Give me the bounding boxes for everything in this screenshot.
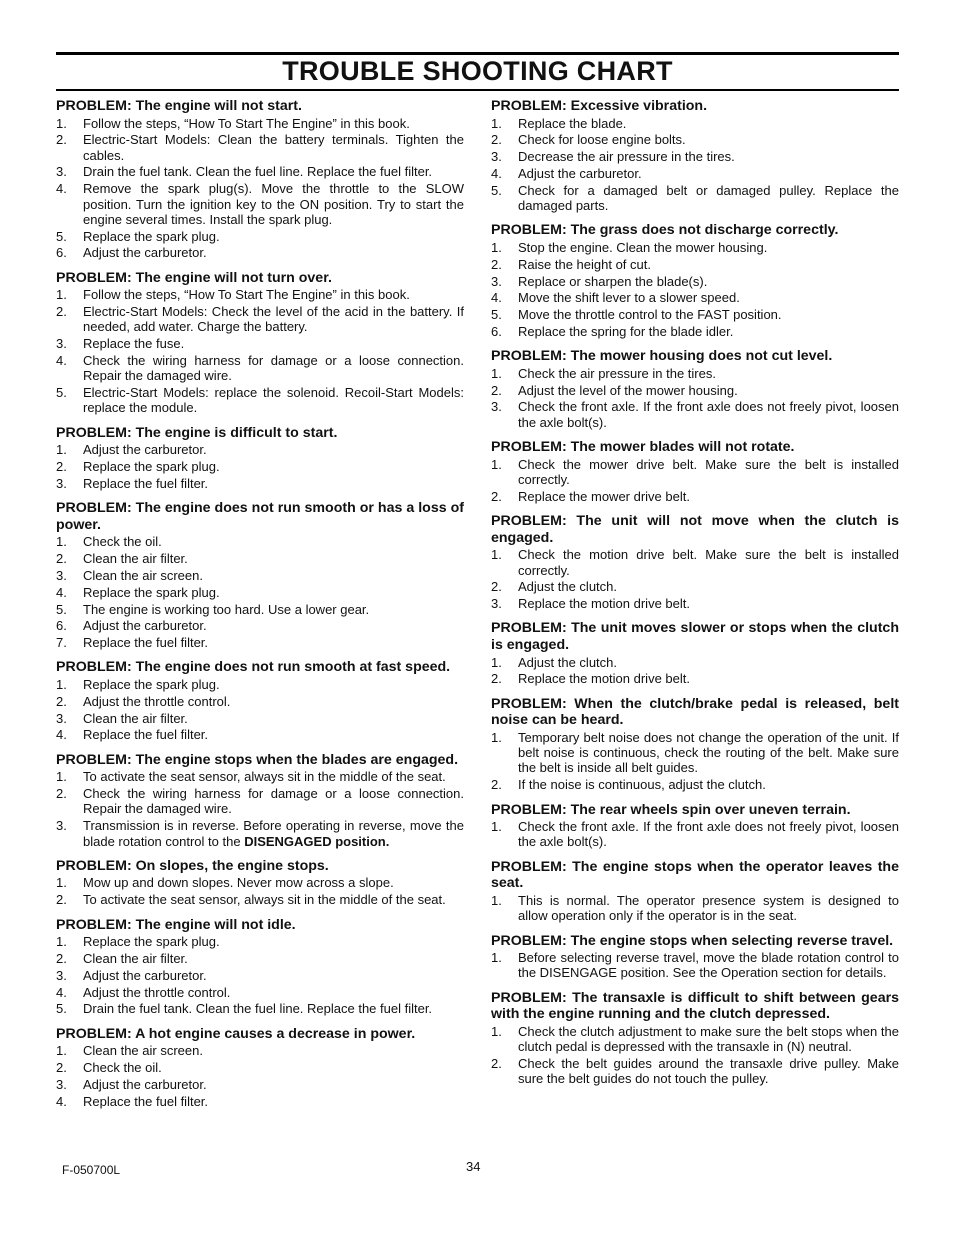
solution-item [491,730,899,776]
solution-item [56,585,464,600]
item-text: Clean the air filter. [83,551,188,567]
item-text: Drain the fuel tank. Clean the fuel line. Replace the fuel filter. [83,164,433,180]
solution-item [491,950,899,981]
item-number: 2. [491,1055,502,1071]
item-text: Decrease the air pressure in the tires. [518,149,735,165]
solution-list [56,534,464,650]
solution-list [491,240,899,339]
item-number: 1. [491,654,502,670]
solution-item [56,1001,464,1016]
item-number: 4. [56,727,67,743]
problem-heading: PROBLEM: The unit moves slower or stops when the clutch is engaged. [491,620,899,653]
problem-section [56,752,464,849]
solution-list [56,1043,464,1109]
problem-section [491,222,899,339]
problem-heading: PROBLEM: The engine does not run smooth at fast speed. [56,659,451,676]
item-text: Replace the motion drive belt. [518,596,690,612]
item-number: 5. [56,228,67,244]
item-text: Adjust the throttle control. [83,984,231,1000]
item-number: 3. [56,710,67,726]
solution-item [56,985,464,1000]
item-text: Raise the height of cut. [518,256,651,272]
solution-item [491,383,899,398]
item-number: 1. [491,115,502,131]
item-number: 1. [56,1043,67,1059]
problem-heading: PROBLEM: The rear wheels spin over uneven terrain. [491,801,851,818]
item-text: Adjust the carburetor. [83,1076,207,1092]
item-text: Clean the air screen. [83,1043,203,1059]
problem-heading: PROBLEM: The engine stops when the operator leaves the seat. [491,858,899,892]
solution-item [56,229,464,244]
item-text: This is normal. The operator presence system is designed to allow operation only if the operator is in the seat. [518,892,899,924]
solution-item [491,596,899,611]
problem-heading: PROBLEM: When the clutch/brake pedal is released, belt noise can be heard. [491,695,899,729]
problem-section [491,620,899,686]
page-number: 34 [466,1159,481,1174]
problem-heading: PROBLEM: The engine will not turn over. [56,269,332,286]
solution-item [56,618,464,633]
solution-list [56,116,464,261]
item-text: Adjust the carburetor. [83,442,207,458]
item-number: 1. [56,934,67,950]
item-number: 1. [491,239,502,255]
solution-item [56,677,464,692]
solution-list [56,442,464,491]
solution-item [491,240,899,255]
item-text: The engine is working too hard. Use a lower gear. [83,601,370,617]
solution-item [56,786,464,817]
solution-item [56,694,464,709]
item-text: Adjust the level of the mower housing. [518,382,738,398]
bold-tail: DISENGAGED position. [244,833,390,849]
solution-item [56,951,464,966]
item-number: 3. [491,149,502,165]
solution-list [491,819,899,850]
solution-item [56,875,464,890]
item-text: If the noise is continuous, adjust the clutch. [518,777,766,793]
item-text: Move the throttle control to the FAST position. [518,307,782,323]
problem-heading: PROBLEM: The engine does not run smooth or has a loss of power. [56,500,464,533]
item-number: 2. [56,693,67,709]
solution-item [491,274,899,289]
item-text: Replace the fuel filter. [83,635,209,651]
item-text: Check the air pressure in the tires. [518,365,716,381]
problem-section [56,1026,464,1109]
solution-item [56,1077,464,1092]
problem-section [491,513,899,611]
item-text: Before selecting reverse travel, move the blade rotation control to the DISENGAGE position. See the Operation section for details. [518,950,899,981]
item-text: Move the shift lever to a slower speed. [518,290,740,306]
problem-heading: PROBLEM: The engine stops when the blades are engaged. [56,751,459,768]
solution-item [491,166,899,181]
item-text: Electric-Start Models: Check the level of the acid in the battery. If needed, add water. Charge the battery. [83,304,464,335]
solution-item [56,245,464,260]
solution-item [491,183,899,214]
item-text: Replace the fuel filter. [83,475,209,491]
item-text: Check the clutch adjustment to make sure the belt stops when the clutch pedal is depressed with the transaxle in (N) neutral. [518,1023,899,1055]
item-number: 1. [491,456,502,472]
item-text: Electric-Start Models: Clean the battery terminals. Tighten the cables. [83,132,464,163]
item-number: 2. [56,786,67,802]
problem-section [491,990,899,1087]
item-text: Drain the fuel tank. Clean the fuel line. Replace the fuel filter. [83,1001,433,1017]
item-number: 2. [56,459,67,475]
item-text: Mow up and down slopes. Never mow across a slope. [83,875,394,891]
item-number: 3. [56,967,67,983]
solution-item [56,934,464,949]
item-number: 3. [491,596,502,612]
item-text: Check the front axle. If the front axle does not freely pivot, loosen the axle bolt(s). [518,399,899,430]
item-number: 2. [56,950,67,966]
item-number: 1. [56,534,67,550]
right-column [491,98,899,1096]
title-rule-bottom [56,89,899,91]
solution-item [491,116,899,131]
solution-list [491,730,899,793]
solution-item [491,777,899,792]
item-text: Replace the spark plug. [83,228,220,244]
item-number: 1. [56,115,67,131]
solution-item [491,893,899,924]
solution-item [491,1024,899,1055]
item-text: Check the wiring harness for damage or a loose connection. Repair the damaged wire. [83,786,464,817]
item-text: To activate the seat sensor, always sit in the middle of the seat. [83,769,446,785]
solution-item [56,1060,464,1075]
item-number: 2. [56,1060,67,1075]
item-number: 5. [56,385,67,401]
item-text: Check the oil. [83,534,162,550]
problem-heading: PROBLEM: The mower blades will not rotate. [491,439,795,456]
item-number: 1. [56,875,67,891]
solution-list [491,457,899,504]
solution-item [491,655,899,670]
item-number: 3. [56,568,67,583]
item-number: 3. [56,475,67,491]
solution-item [56,818,464,849]
solution-item [491,671,899,686]
item-text: Replace the fuse. [83,336,185,352]
item-text: Electric-Start Models: replace the solenoid. Recoil-Start Models: replace the module. [83,385,464,416]
item-number: 1. [491,547,502,563]
item-number: 5. [491,307,502,323]
item-text: Adjust the clutch. [518,579,617,595]
solution-list [56,934,464,1016]
item-text: Check the belt guides around the transaxle drive pulley. Make sure the belt guides do not touch the pulley. [518,1055,899,1087]
item-number: 3. [491,399,502,415]
solution-item [491,457,899,488]
problem-section [56,659,464,742]
solution-item [56,968,464,983]
problem-section [56,425,464,491]
solution-item [491,1056,899,1087]
item-number: 1. [491,892,502,908]
item-text: Check the oil. [83,1060,162,1075]
item-number: 3. [56,1076,67,1092]
item-text: Check for loose engine bolts. [518,132,686,148]
solution-list [491,116,899,214]
solution-item [491,132,899,147]
solution-item [491,149,899,164]
item-number: 2. [491,488,502,504]
item-number: 7. [56,635,67,651]
item-text: Transmission is in reverse. Before operating in reverse, move the blade rotation control to the DISENGAGED position. [83,818,464,849]
problem-heading: PROBLEM: The unit will not move when the clutch is engaged. [491,513,899,546]
problem-section [56,917,464,1017]
item-number: 1. [491,1023,502,1039]
problem-section [491,696,899,793]
solution-item [491,819,899,850]
item-number: 5. [56,1001,67,1017]
solution-item [56,568,464,583]
problem-heading: PROBLEM: The grass does not discharge correctly. [491,222,839,239]
problem-heading: PROBLEM: Excessive vibration. [491,98,708,114]
item-text: Replace the mower drive belt. [518,488,690,504]
solution-item [56,602,464,617]
item-number: 1. [491,365,502,381]
solution-list [491,950,899,981]
item-text: Check for a damaged belt or damaged pulley. Replace the damaged parts. [518,182,899,214]
solution-list [491,366,899,430]
item-text: Adjust the carburetor. [83,245,207,261]
solution-item [56,442,464,457]
solution-item [491,399,899,430]
item-number: 6. [56,618,67,634]
item-text: Clean the air filter. [83,950,188,966]
problem-section [491,439,899,504]
solution-item [56,353,464,384]
item-number: 2. [56,304,67,320]
item-number: 2. [491,671,502,687]
item-text: Replace the blade. [518,115,627,131]
item-text: Adjust the carburetor. [518,165,642,181]
solution-item [56,551,464,566]
solution-item [56,287,464,302]
item-text: Replace the fuel filter. [83,727,209,743]
item-text: Adjust the clutch. [518,654,617,670]
item-number: 1. [56,677,67,693]
solution-list [56,769,464,848]
solution-list [491,547,899,611]
item-number: 3. [491,273,502,289]
item-number: 1. [56,442,67,458]
problem-section [491,348,899,430]
solution-item [491,366,899,381]
item-number: 4. [56,984,67,1000]
item-text: Replace the spark plug. [83,459,220,475]
solution-item [56,181,464,227]
item-text: Follow the steps, “How To Start The Engine” in this book. [83,115,410,131]
item-text: Adjust the carburetor. [83,618,207,634]
solution-item [56,459,464,474]
item-number: 1. [491,729,502,745]
solution-item [56,476,464,491]
solution-item [491,290,899,305]
solution-item [56,132,464,163]
item-number: 2. [491,777,502,793]
problem-section [56,858,464,908]
solution-item [491,489,899,504]
item-number: 6. [56,245,67,261]
solution-item [56,336,464,351]
item-text: Clean the air screen. [83,568,203,583]
problem-heading: PROBLEM: A hot engine causes a decrease in power. [56,1025,416,1042]
problem-section [56,270,464,416]
item-text: Replace the fuel filter. [83,1093,209,1109]
item-number: 4. [56,1093,67,1109]
item-number: 2. [56,551,67,567]
problem-section [491,859,899,924]
problem-section [56,500,464,650]
problem-heading: PROBLEM: On slopes, the engine stops. [56,857,329,874]
solution-item [56,385,464,416]
item-number: 1. [56,769,67,785]
item-text: Check the mower drive belt. Make sure the belt is installed correctly. [518,456,899,487]
problem-heading: PROBLEM: The engine will not idle. [56,916,296,933]
item-text: To activate the seat sensor, always sit in the middle of the seat. [83,892,446,908]
problem-section [491,98,899,213]
problem-heading: PROBLEM: The engine will not start. [56,98,302,114]
solution-item [56,635,464,650]
solution-item [56,116,464,131]
problem-section [491,933,899,981]
problem-heading: PROBLEM: The transaxle is difficult to shift between gears with the engine running and the clutch depressed. [491,989,899,1023]
item-number: 5. [491,182,502,198]
item-text: Follow the steps, “How To Start The Engine” in this book. [83,287,410,303]
solution-item [491,307,899,322]
item-number: 2. [491,382,502,398]
solution-item [491,547,899,578]
solution-item [56,711,464,726]
item-number: 3. [56,336,67,352]
solution-item [491,579,899,594]
item-number: 2. [491,579,502,595]
item-text: Clean the air filter. [83,710,188,726]
item-number: 2. [491,256,502,272]
solution-list [491,1024,899,1087]
problem-section [56,98,464,261]
solution-list [491,893,899,924]
item-text: Adjust the carburetor. [83,967,207,983]
solution-item [56,892,464,907]
item-text: Replace the motion drive belt. [518,671,690,687]
item-text: Replace the spark plug. [83,584,220,600]
footer-code: F-050700L [62,1163,121,1177]
item-text: Check the motion drive belt. Make sure the belt is installed correctly. [518,547,899,578]
solution-item [491,257,899,272]
item-number: 1. [491,819,502,835]
item-number: 2. [56,132,67,148]
item-text: Check the front axle. If the front axle does not freely pivot, loosen the axle bolt(s). [518,819,899,850]
problem-heading: PROBLEM: The engine stops when selecting reverse travel. [491,932,894,949]
item-text: Stop the engine. Clean the mower housing. [518,239,768,255]
solution-item [56,769,464,784]
solution-list [56,287,464,415]
item-number: 3. [56,818,67,834]
page-title: TROUBLE SHOOTING CHART [282,56,673,86]
item-number: 1. [491,950,502,966]
item-number: 4. [491,290,502,306]
solution-list [56,875,464,907]
item-text: Replace or sharpen the blade(s). [518,273,708,289]
item-text: Replace the spark plug. [83,934,220,950]
item-text: Remove the spark plug(s). Move the throttle to the SLOW position. Turn the ignition key to the ON position. Try to start the engine several times. Install the spark plug. [83,181,464,227]
item-number: 1. [56,287,67,303]
solution-list [56,677,464,743]
item-number: 2. [491,132,502,148]
problem-section [491,802,899,850]
item-number: 3. [56,164,67,180]
item-text: Check the wiring harness for damage or a loose connection. Repair the damaged wire. [83,353,464,384]
item-number: 2. [56,892,67,908]
solution-item [491,324,899,339]
left-column [56,98,464,1118]
item-number: 4. [56,353,67,369]
problem-heading: PROBLEM: The engine is difficult to start. [56,424,338,441]
item-text: Temporary belt noise does not change the operation of the unit. If belt noise is continuous, check the routing of the belt. Make sure the belt is inside all belt guides. [518,729,899,776]
solution-item [56,1043,464,1058]
solution-item [56,534,464,549]
solution-item [56,727,464,742]
item-text: Replace the spark plug. [83,677,220,693]
item-text: Replace the spring for the blade idler. [518,323,734,339]
item-number: 4. [491,165,502,181]
item-number: 6. [491,323,502,339]
item-number: 4. [56,584,67,600]
solution-item [56,164,464,179]
solution-item [56,1094,464,1109]
problem-heading: PROBLEM: The mower housing does not cut level. [491,348,833,365]
item-number: 5. [56,601,67,617]
solution-item [56,304,464,335]
item-number: 4. [56,181,67,197]
solution-list [491,655,899,687]
item-text: Adjust the throttle control. [83,693,231,709]
